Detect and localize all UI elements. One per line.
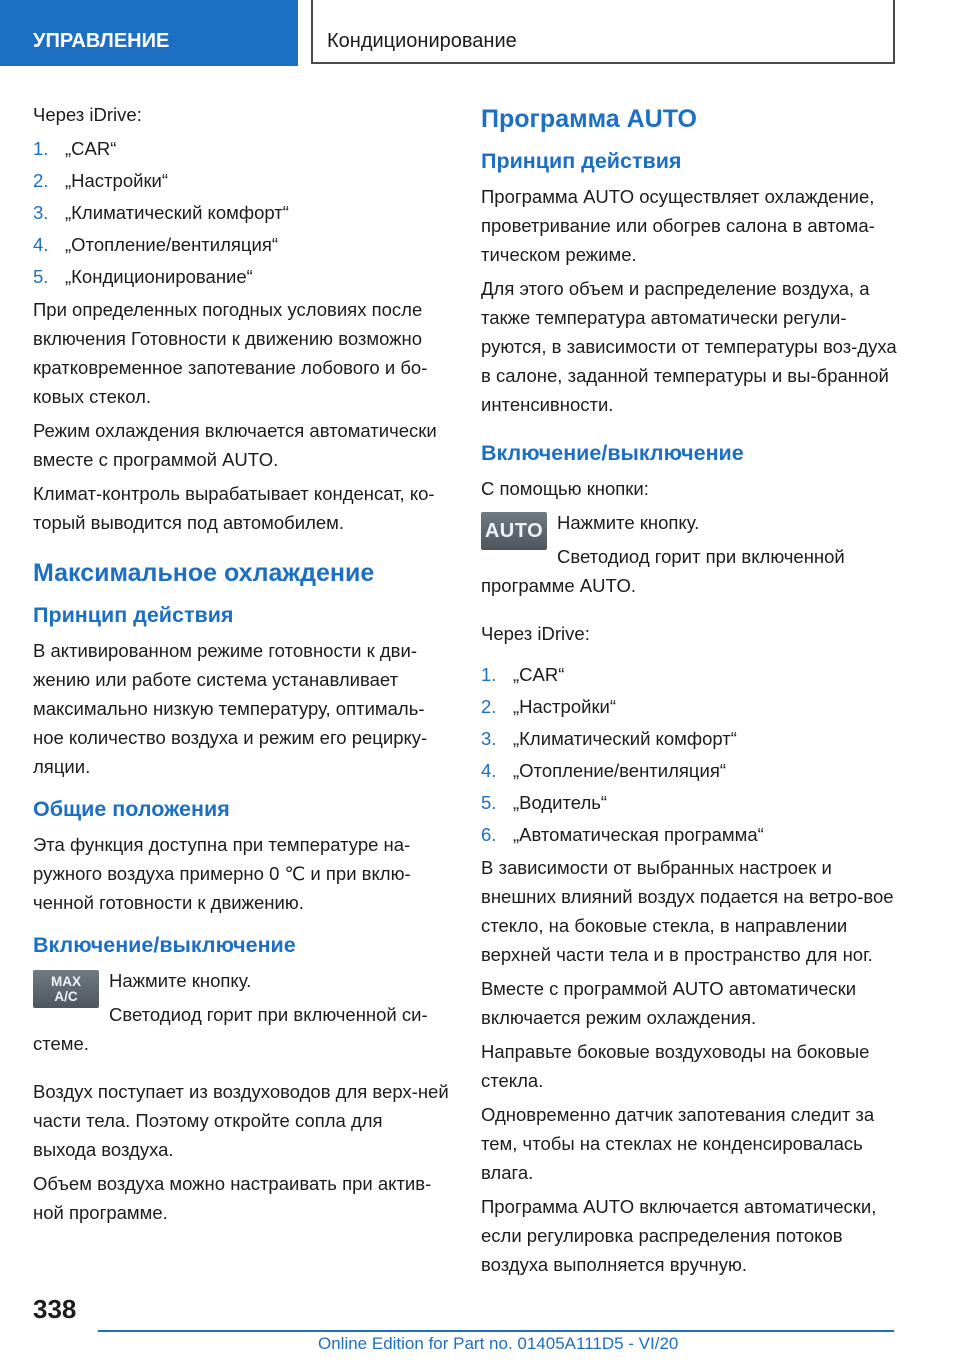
fogging-paragraph: При определенных погодных условиях после включения Готовности к движению возможно кратковременное запотевание лобового и бо-ковых стекол. — [33, 299, 428, 407]
auto-button-icon: AUTO — [481, 512, 547, 550]
auto-press-text: Нажмите кнопку. — [557, 512, 700, 533]
list-item — [33, 198, 449, 227]
list-item — [481, 820, 897, 849]
step-text: „Настройки“ — [65, 170, 169, 191]
list-item — [33, 134, 449, 163]
section-tab: УПРАВЛЕНИЕ — [0, 0, 298, 66]
chapter-title: Кондиционирование — [311, 0, 895, 64]
step-text: „Автоматическая программа“ — [513, 824, 764, 845]
step-number: 2. — [33, 170, 49, 191]
step-number: 1. — [481, 664, 497, 685]
step-text: „Климатический комфорт“ — [513, 728, 737, 749]
step-text: „CAR“ — [65, 138, 117, 159]
with-button-text: С помощью кнопки: — [481, 478, 649, 499]
step-number: 5. — [33, 266, 49, 287]
auto-program-heading: Программа AUTO — [481, 105, 697, 133]
page-header — [0, 0, 960, 68]
list-item — [481, 724, 897, 753]
auto-idrive-intro: Через iDrive: — [481, 623, 590, 644]
general-heading: Общие положения — [33, 797, 230, 821]
max-cooling-heading: Максимальное охлаждение — [33, 559, 375, 587]
list-item — [33, 262, 449, 291]
ac-label: A/C — [54, 989, 78, 1004]
list-item — [481, 660, 897, 689]
auto-principle-text-2: Для этого объем и распределение воздуха, а также температура автоматически регули-руются, в зависимости от температуры воз-духа в салоне, заданной температуры и вы-бранной интенсивности. — [481, 278, 897, 415]
general-text: Эта функция доступна при температуре на-ружного воздуха примерно 0 ℃ и при вклю-ченной готовности к движению. — [33, 834, 411, 913]
step-number: 3. — [33, 202, 49, 223]
list-item — [481, 692, 897, 721]
fog-sensor-paragraph: Одновременно датчик запотевания следит за тем, чтобы на стеклах не конденсировалась влага. — [481, 1104, 875, 1183]
manual-distribution-paragraph: Программа AUTO включается автоматически, если регулировка распределения потоков воздуха выполняется вручную. — [481, 1196, 877, 1275]
list-item — [481, 788, 897, 817]
air-outlets-paragraph: Воздух поступает из воздуховодов для верх-ней части тела. Поэтому откройте сопла для выхода воздуха. — [33, 1081, 449, 1160]
max-ac-button-icon — [33, 970, 99, 1008]
max-button-block — [33, 966, 449, 1063]
max-led-text: Светодиод горит при включенной си-стеме. — [33, 1004, 428, 1054]
air-volume-paragraph: Объем воздуха можно настраивать при актив-ной программе. — [33, 1173, 432, 1223]
auto-cooling-paragraph: Вместе с программой AUTO автоматически включается режим охлаждения. — [481, 978, 857, 1028]
step-text: „Климатический комфорт“ — [65, 202, 289, 223]
left-column — [33, 100, 449, 1232]
step-number: 1. — [33, 138, 49, 159]
step-text: „Отопление/вентиляция“ — [65, 234, 279, 255]
list-item — [481, 756, 897, 785]
air-distribution-paragraph: В зависимости от выбранных настроек и внешних влияний воздух подается на ветро-вое стекло, на боковые стекла, в направлении верхней части тела и в пространство для ног. — [481, 857, 894, 965]
side-vents-paragraph: Направьте боковые воздуховоды на боковые стекла. — [481, 1041, 870, 1091]
step-number: 6. — [481, 824, 497, 845]
edition-note: Online Edition for Part no. 01405A111D5 - VI/20 — [318, 1334, 679, 1353]
max-label: MAX — [51, 974, 81, 989]
step-text: „Настройки“ — [513, 696, 617, 717]
auto-led-text: Светодиод горит при включенной программе AUTO. — [481, 546, 845, 596]
step-number: 5. — [481, 792, 497, 813]
step-number: 2. — [481, 696, 497, 717]
step-number: 4. — [33, 234, 49, 255]
condensate-paragraph: Климат-контроль вырабатывает конденсат, ко-торый выводится под автомобилем. — [33, 483, 435, 533]
list-item — [33, 166, 449, 195]
max-principle-heading: Принцип действия — [33, 603, 234, 627]
step-text: „Отопление/вентиляция“ — [513, 760, 727, 781]
auto-button-block — [481, 508, 897, 605]
auto-idrive-steps-list — [481, 660, 897, 849]
max-onoff-heading: Включение/выключение — [33, 933, 296, 957]
auto-onoff-heading: Включение/выключение — [481, 441, 744, 465]
step-number: 3. — [481, 728, 497, 749]
idrive-steps-list — [33, 134, 449, 291]
auto-principle-heading: Принцип действия — [481, 149, 682, 173]
max-principle-text: В активированном режиме готовности к дви-жению или работе система устанавливает максимально низкую температуру, оптималь-ное количество воздуха и режим его рецирку-ляции. — [33, 640, 428, 777]
max-press-text: Нажмите кнопку. — [109, 970, 252, 991]
idrive-intro: Через iDrive: — [33, 104, 142, 125]
step-text: „Водитель“ — [513, 792, 608, 813]
auto-principle-text-1: Программа AUTO осуществляет охлаждение, проветривание или обогрев салона в автома-тическом режиме. — [481, 186, 875, 265]
cooling-auto-paragraph: Режим охлаждения включается автоматически вместе с программой AUTO. — [33, 420, 437, 470]
step-text: „Кондиционирование“ — [65, 266, 253, 287]
step-number: 4. — [481, 760, 497, 781]
right-column — [481, 100, 897, 1284]
list-item — [33, 230, 449, 259]
page-number: 338 — [33, 1294, 77, 1324]
step-text: „CAR“ — [513, 664, 565, 685]
